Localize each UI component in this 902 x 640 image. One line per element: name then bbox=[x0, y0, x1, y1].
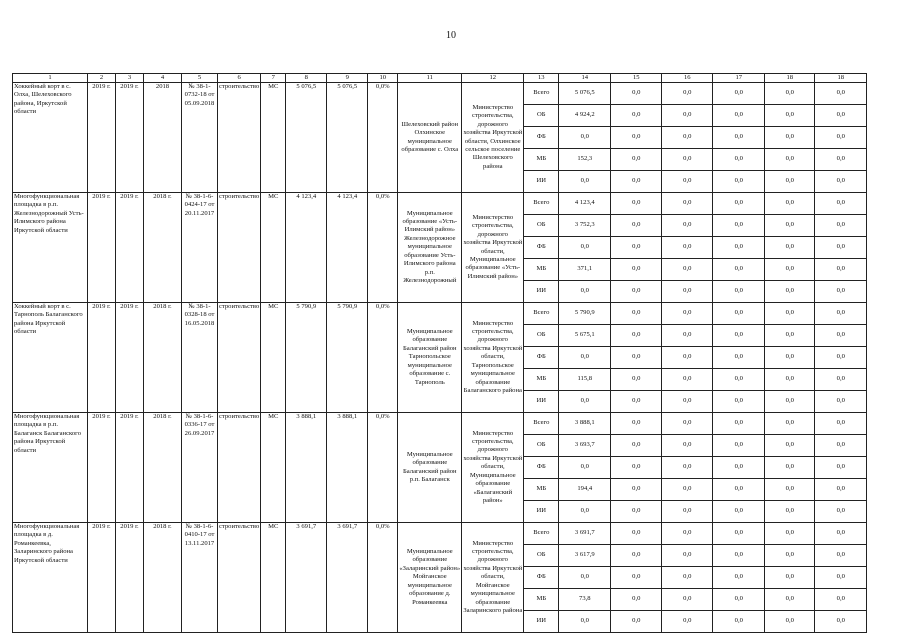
cell-c17: 0,0 bbox=[713, 391, 765, 413]
cell-c15: 0,0 bbox=[611, 501, 662, 523]
cell-c16: 0,0 bbox=[662, 347, 713, 369]
cell-c9: 4 123,4 bbox=[327, 193, 368, 303]
cell-source: ФБ bbox=[524, 127, 559, 149]
page-number: 10 bbox=[446, 30, 456, 41]
cell-c16: 0,0 bbox=[662, 193, 713, 215]
header-row bbox=[13, 74, 867, 83]
cell-c11: Муниципальное образование «Заларинский район» Мойганское муниципальное образование д. Романкеевка bbox=[398, 523, 462, 633]
table-row bbox=[13, 413, 867, 435]
cell-c16: 0,0 bbox=[662, 215, 713, 237]
cell-c6: строительство bbox=[218, 83, 261, 193]
cell-c12: Министерство строительства, дорожного хозяйства Иркутской области, Муниципальное образование «Усть-Илимский район» bbox=[462, 193, 524, 303]
cell-source: Всего bbox=[524, 413, 559, 435]
cell-c15: 0,0 bbox=[611, 457, 662, 479]
cell-c18: 0,0 bbox=[765, 193, 815, 215]
table-row bbox=[13, 523, 867, 545]
cell-source: Всего bbox=[524, 193, 559, 215]
cell-c17: 0,0 bbox=[713, 171, 765, 193]
cell-c16: 0,0 bbox=[662, 501, 713, 523]
cell-c6: строительство bbox=[218, 303, 261, 413]
cell-c17: 0,0 bbox=[713, 435, 765, 457]
cell-c17: 0,0 bbox=[713, 193, 765, 215]
cell-c15: 0,0 bbox=[611, 237, 662, 259]
cell-c7: МС bbox=[261, 83, 286, 193]
cell-c17: 0,0 bbox=[713, 545, 765, 567]
cell-c17: 0,0 bbox=[713, 611, 765, 633]
cell-source: ИИ bbox=[524, 611, 559, 633]
cell-c16: 0,0 bbox=[662, 149, 713, 171]
cell-c2: 2019 г. bbox=[88, 413, 116, 523]
cell-c9: 3 691,7 bbox=[327, 523, 368, 633]
cell-c18: 0,0 bbox=[765, 259, 815, 281]
cell-c16: 0,0 bbox=[662, 413, 713, 435]
cell-source: Всего bbox=[524, 523, 559, 545]
cell-c8: 5 076,5 bbox=[286, 83, 327, 193]
cell-c15: 0,0 bbox=[611, 281, 662, 303]
cell-c18: 0,0 bbox=[765, 83, 815, 105]
cell-c16: 0,0 bbox=[662, 479, 713, 501]
cell-c19: 0,0 bbox=[815, 215, 867, 237]
cell-c17: 0,0 bbox=[713, 501, 765, 523]
cell-c4: 2018 г. bbox=[144, 193, 182, 303]
cell-c4: 2018 г. bbox=[144, 413, 182, 523]
cell-c18: 0,0 bbox=[765, 545, 815, 567]
cell-c18: 0,0 bbox=[765, 589, 815, 611]
cell-c3: 2019 г. bbox=[116, 413, 144, 523]
cell-c2: 2019 г. bbox=[88, 523, 116, 633]
cell-c4: 2018 bbox=[144, 83, 182, 193]
cell-c15: 0,0 bbox=[611, 347, 662, 369]
cell-c15: 0,0 bbox=[611, 523, 662, 545]
cell-c19: 0,0 bbox=[815, 347, 867, 369]
cell-c14: 3 888,1 bbox=[559, 413, 611, 435]
cell-c4: 2018 г. bbox=[144, 303, 182, 413]
cell-c18: 0,0 bbox=[765, 325, 815, 347]
cell-c6: строительство bbox=[218, 193, 261, 303]
cell-c18: 0,0 bbox=[765, 281, 815, 303]
cell-c14: 0,0 bbox=[559, 237, 611, 259]
cell-c12: Министерство строительства, дорожного хозяйства Иркутской области, Мойганское муниципальное образование Заларинского района bbox=[462, 523, 524, 633]
cell-c2: 2019 г. bbox=[88, 83, 116, 193]
cell-c9: 5 076,5 bbox=[327, 83, 368, 193]
cell-c11: Муниципальное образование Балаганский район р.п. Балаганск bbox=[398, 413, 462, 523]
cell-c6: строительство bbox=[218, 523, 261, 633]
cell-c14: 5 076,5 bbox=[559, 83, 611, 105]
table-row bbox=[13, 83, 867, 105]
cell-c16: 0,0 bbox=[662, 435, 713, 457]
cell-c14: 0,0 bbox=[559, 127, 611, 149]
cell-c14: 0,0 bbox=[559, 391, 611, 413]
cell-source: ОБ bbox=[524, 215, 559, 237]
cell-c18: 0,0 bbox=[765, 303, 815, 325]
cell-c17: 0,0 bbox=[713, 237, 765, 259]
cell-c14: 5 790,9 bbox=[559, 303, 611, 325]
cell-c8: 3 691,7 bbox=[286, 523, 327, 633]
header-cell: 3 bbox=[116, 74, 144, 83]
header-cell: 18 bbox=[765, 74, 815, 83]
cell-c18: 0,0 bbox=[765, 523, 815, 545]
cell-c18: 0,0 bbox=[765, 347, 815, 369]
cell-c19: 0,0 bbox=[815, 479, 867, 501]
cell-c14: 3 617,9 bbox=[559, 545, 611, 567]
cell-c9: 3 888,1 bbox=[327, 413, 368, 523]
header-cell: 14 bbox=[559, 74, 611, 83]
cell-c17: 0,0 bbox=[713, 567, 765, 589]
cell-c14: 3 691,7 bbox=[559, 523, 611, 545]
header-cell: 11 bbox=[398, 74, 462, 83]
cell-c19: 0,0 bbox=[815, 149, 867, 171]
cell-c18: 0,0 bbox=[765, 171, 815, 193]
cell-c15: 0,0 bbox=[611, 545, 662, 567]
cell-c14: 5 675,1 bbox=[559, 325, 611, 347]
cell-c15: 0,0 bbox=[611, 369, 662, 391]
cell-c17: 0,0 bbox=[713, 215, 765, 237]
cell-c15: 0,0 bbox=[611, 391, 662, 413]
cell-c19: 0,0 bbox=[815, 105, 867, 127]
cell-c5: № 38-1-6-0410-17 от 13.11.2017 bbox=[182, 523, 218, 633]
cell-c2: 2019 г. bbox=[88, 193, 116, 303]
cell-c14: 73,8 bbox=[559, 589, 611, 611]
cell-c17: 0,0 bbox=[713, 83, 765, 105]
cell-c16: 0,0 bbox=[662, 83, 713, 105]
cell-c16: 0,0 bbox=[662, 237, 713, 259]
cell-c17: 0,0 bbox=[713, 259, 765, 281]
cell-c19: 0,0 bbox=[815, 127, 867, 149]
cell-c16: 0,0 bbox=[662, 589, 713, 611]
cell-c18: 0,0 bbox=[765, 479, 815, 501]
cell-c3: 2019 г. bbox=[116, 193, 144, 303]
cell-c15: 0,0 bbox=[611, 435, 662, 457]
cell-c15: 0,0 bbox=[611, 303, 662, 325]
cell-c14: 0,0 bbox=[559, 281, 611, 303]
cell-source: МБ bbox=[524, 589, 559, 611]
cell-c16: 0,0 bbox=[662, 369, 713, 391]
cell-c19: 0,0 bbox=[815, 303, 867, 325]
cell-c17: 0,0 bbox=[713, 523, 765, 545]
cell-c19: 0,0 bbox=[815, 545, 867, 567]
cell-c17: 0,0 bbox=[713, 413, 765, 435]
header-cell: 18 bbox=[815, 74, 867, 83]
cell-c3: 2019 г. bbox=[116, 523, 144, 633]
cell-c15: 0,0 bbox=[611, 259, 662, 281]
cell-c17: 0,0 bbox=[713, 369, 765, 391]
cell-c6: строительство bbox=[218, 413, 261, 523]
header-cell: 16 bbox=[662, 74, 713, 83]
cell-c14: 115,8 bbox=[559, 369, 611, 391]
cell-c17: 0,0 bbox=[713, 149, 765, 171]
cell-c19: 0,0 bbox=[815, 567, 867, 589]
cell-c14: 0,0 bbox=[559, 347, 611, 369]
cell-c18: 0,0 bbox=[765, 501, 815, 523]
cell-c8: 4 123,4 bbox=[286, 193, 327, 303]
cell-c16: 0,0 bbox=[662, 105, 713, 127]
cell-c15: 0,0 bbox=[611, 193, 662, 215]
cell-c3: 2019 г. bbox=[116, 303, 144, 413]
cell-c19: 0,0 bbox=[815, 611, 867, 633]
cell-c18: 0,0 bbox=[765, 215, 815, 237]
cell-source: ИИ bbox=[524, 501, 559, 523]
cell-c5: № 38-1-6-0424-17 от 20.11.2017 bbox=[182, 193, 218, 303]
cell-name: Хоккейный корт в с. Олха, Шелеховского района, Иркутской области bbox=[13, 83, 88, 193]
cell-c19: 0,0 bbox=[815, 523, 867, 545]
cell-c7: МС bbox=[261, 523, 286, 633]
cell-c18: 0,0 bbox=[765, 105, 815, 127]
cell-c8: 3 888,1 bbox=[286, 413, 327, 523]
cell-c16: 0,0 bbox=[662, 611, 713, 633]
cell-c18: 0,0 bbox=[765, 149, 815, 171]
cell-source: ОБ bbox=[524, 545, 559, 567]
cell-c12: Министерство строительства, дорожного хозяйства Иркутской области, Олхинское сельское поселение Шелеховского района bbox=[462, 83, 524, 193]
cell-c14: 194,4 bbox=[559, 479, 611, 501]
cell-c14: 0,0 bbox=[559, 171, 611, 193]
cell-c18: 0,0 bbox=[765, 413, 815, 435]
cell-c16: 0,0 bbox=[662, 567, 713, 589]
cell-c18: 0,0 bbox=[765, 369, 815, 391]
cell-c14: 4 924,2 bbox=[559, 105, 611, 127]
cell-c19: 0,0 bbox=[815, 369, 867, 391]
cell-c16: 0,0 bbox=[662, 391, 713, 413]
cell-name: Хоккейный корт в с. Тарнополь Балаганского района Иркутской области bbox=[13, 303, 88, 413]
cell-source: ФБ bbox=[524, 567, 559, 589]
cell-source: МБ bbox=[524, 149, 559, 171]
cell-c19: 0,0 bbox=[815, 391, 867, 413]
cell-c19: 0,0 bbox=[815, 457, 867, 479]
cell-c19: 0,0 bbox=[815, 171, 867, 193]
cell-c17: 0,0 bbox=[713, 303, 765, 325]
header-cell: 5 bbox=[182, 74, 218, 83]
cell-c18: 0,0 bbox=[765, 457, 815, 479]
cell-source: ОБ bbox=[524, 325, 559, 347]
cell-c7: МС bbox=[261, 413, 286, 523]
header-cell: 9 bbox=[327, 74, 368, 83]
header-cell: 8 bbox=[286, 74, 327, 83]
table-row bbox=[13, 193, 867, 215]
cell-c15: 0,0 bbox=[611, 611, 662, 633]
cell-c18: 0,0 bbox=[765, 435, 815, 457]
cell-c5: № 38-1-6-0336-17 от 26.09.2017 bbox=[182, 413, 218, 523]
cell-source: ИИ bbox=[524, 391, 559, 413]
cell-c14: 0,0 bbox=[559, 501, 611, 523]
cell-c19: 0,0 bbox=[815, 435, 867, 457]
cell-c5: № 38-1-0732-18 от 05.09.2018 bbox=[182, 83, 218, 193]
cell-c11: Муниципальное образование Балаганский район Тарнопольское муниципальное образование с. Тарнополь bbox=[398, 303, 462, 413]
cell-c15: 0,0 bbox=[611, 83, 662, 105]
cell-c12: Министерство строительства, дорожного хозяйства Иркутской области, Тарнопольское муниципальное образование Балаганского района bbox=[462, 303, 524, 413]
cell-c17: 0,0 bbox=[713, 127, 765, 149]
cell-c14: 0,0 bbox=[559, 611, 611, 633]
cell-c8: 5 790,9 bbox=[286, 303, 327, 413]
cell-c2: 2019 г. bbox=[88, 303, 116, 413]
cell-c18: 0,0 bbox=[765, 567, 815, 589]
header-cell: 12 bbox=[462, 74, 524, 83]
cell-source: ОБ bbox=[524, 105, 559, 127]
cell-source: Всего bbox=[524, 83, 559, 105]
cell-c7: МС bbox=[261, 303, 286, 413]
cell-source: МБ bbox=[524, 479, 559, 501]
header-cell: 7 bbox=[261, 74, 286, 83]
cell-c17: 0,0 bbox=[713, 281, 765, 303]
cell-c15: 0,0 bbox=[611, 413, 662, 435]
cell-c18: 0,0 bbox=[765, 391, 815, 413]
cell-c19: 0,0 bbox=[815, 193, 867, 215]
cell-c15: 0,0 bbox=[611, 127, 662, 149]
cell-name: Многофункциональная площадка в р.п. Железнодорожный Усть-Илимского района Иркутской области bbox=[13, 193, 88, 303]
cell-c4: 2018 г. bbox=[144, 523, 182, 633]
cell-c19: 0,0 bbox=[815, 83, 867, 105]
cell-source: ОБ bbox=[524, 435, 559, 457]
cell-c16: 0,0 bbox=[662, 457, 713, 479]
header-cell: 4 bbox=[144, 74, 182, 83]
cell-source: ФБ bbox=[524, 457, 559, 479]
cell-c14: 0,0 bbox=[559, 457, 611, 479]
cell-source: Всего bbox=[524, 303, 559, 325]
cell-c17: 0,0 bbox=[713, 105, 765, 127]
cell-c19: 0,0 bbox=[815, 501, 867, 523]
cell-c16: 0,0 bbox=[662, 325, 713, 347]
cell-c15: 0,0 bbox=[611, 149, 662, 171]
cell-c10: 0,0% bbox=[368, 413, 398, 523]
cell-name: Многофункциональная площадка в р.п. Балаганск Балаганского района Иркутской области bbox=[13, 413, 88, 523]
cell-source: ИИ bbox=[524, 281, 559, 303]
cell-c11: Муниципальное образование «Усть-Илимский район» Железнодорожное муниципальное образование Усть-Илимского района р.п. Железнодорожный bbox=[398, 193, 462, 303]
header-cell: 6 bbox=[218, 74, 261, 83]
cell-c16: 0,0 bbox=[662, 127, 713, 149]
cell-c10: 0,0% bbox=[368, 193, 398, 303]
cell-c16: 0,0 bbox=[662, 281, 713, 303]
cell-c15: 0,0 bbox=[611, 105, 662, 127]
cell-c19: 0,0 bbox=[815, 281, 867, 303]
cell-c15: 0,0 bbox=[611, 479, 662, 501]
cell-c17: 0,0 bbox=[713, 457, 765, 479]
cell-c3: 2019 г. bbox=[116, 83, 144, 193]
cell-source: МБ bbox=[524, 369, 559, 391]
cell-c15: 0,0 bbox=[611, 567, 662, 589]
cell-c10: 0,0% bbox=[368, 523, 398, 633]
header-cell: 1 bbox=[13, 74, 88, 83]
header-cell: 10 bbox=[368, 74, 398, 83]
cell-c5: № 38-1-0328-18 от 16.05.2018 bbox=[182, 303, 218, 413]
header-cell: 13 bbox=[524, 74, 559, 83]
cell-c17: 0,0 bbox=[713, 589, 765, 611]
cell-c11: Шелеховский район Олхинское муниципальное образование с. Олха bbox=[398, 83, 462, 193]
cell-c17: 0,0 bbox=[713, 479, 765, 501]
cell-c17: 0,0 bbox=[713, 325, 765, 347]
cell-c9: 5 790,9 bbox=[327, 303, 368, 413]
cell-c14: 3 752,3 bbox=[559, 215, 611, 237]
cell-c15: 0,0 bbox=[611, 589, 662, 611]
cell-source: ИИ bbox=[524, 171, 559, 193]
cell-c19: 0,0 bbox=[815, 259, 867, 281]
cell-c14: 3 693,7 bbox=[559, 435, 611, 457]
cell-c15: 0,0 bbox=[611, 325, 662, 347]
header-cell: 17 bbox=[713, 74, 765, 83]
cell-c10: 0,0% bbox=[368, 303, 398, 413]
cell-source: ФБ bbox=[524, 237, 559, 259]
cell-c18: 0,0 bbox=[765, 611, 815, 633]
cell-c7: МС bbox=[261, 193, 286, 303]
cell-c12: Министерство строительства, дорожного хозяйства Иркутской области, Муниципальное образование «Балаганский район» bbox=[462, 413, 524, 523]
cell-source: ФБ bbox=[524, 347, 559, 369]
cell-c19: 0,0 bbox=[815, 237, 867, 259]
cell-c19: 0,0 bbox=[815, 589, 867, 611]
cell-c16: 0,0 bbox=[662, 259, 713, 281]
cell-c14: 371,1 bbox=[559, 259, 611, 281]
cell-c16: 0,0 bbox=[662, 303, 713, 325]
cell-c15: 0,0 bbox=[611, 215, 662, 237]
cell-c15: 0,0 bbox=[611, 171, 662, 193]
header-cell: 2 bbox=[88, 74, 116, 83]
cell-c17: 0,0 bbox=[713, 347, 765, 369]
cell-c14: 0,0 bbox=[559, 567, 611, 589]
table-row bbox=[13, 303, 867, 325]
cell-c10: 0,0% bbox=[368, 83, 398, 193]
cell-source: МБ bbox=[524, 259, 559, 281]
cell-c14: 152,3 bbox=[559, 149, 611, 171]
cell-c14: 4 123,4 bbox=[559, 193, 611, 215]
cell-c18: 0,0 bbox=[765, 127, 815, 149]
investment-table bbox=[12, 73, 867, 633]
cell-name: Многофункциональная площадка в д. Романкеевка, Заларинского района Иркутской области bbox=[13, 523, 88, 633]
cell-c19: 0,0 bbox=[815, 413, 867, 435]
cell-c16: 0,0 bbox=[662, 545, 713, 567]
cell-c16: 0,0 bbox=[662, 523, 713, 545]
cell-c19: 0,0 bbox=[815, 325, 867, 347]
header-cell: 15 bbox=[611, 74, 662, 83]
cell-c18: 0,0 bbox=[765, 237, 815, 259]
cell-c16: 0,0 bbox=[662, 171, 713, 193]
